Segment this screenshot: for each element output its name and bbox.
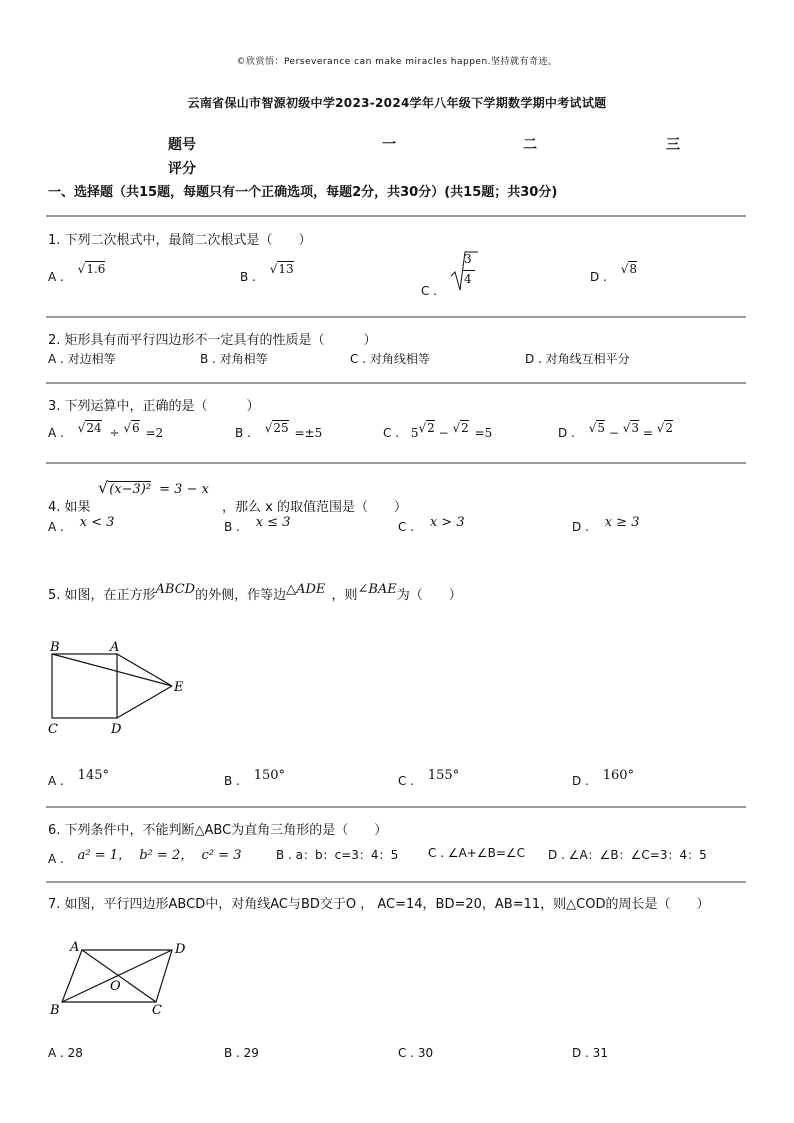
math-angle: ∠BAE: [357, 582, 397, 597]
operator: −: [608, 426, 619, 440]
score-table-header-1: 一: [382, 137, 396, 153]
radicand: 13: [278, 262, 294, 276]
option-label: B .: [224, 774, 240, 788]
numerator: 3: [464, 252, 472, 266]
divider: [46, 806, 746, 808]
option-label: B .: [235, 426, 251, 440]
question-1-stem: 1. 下列二次根式中，最简二次根式是（ ）: [48, 233, 312, 248]
option-label: D .: [558, 426, 575, 440]
label-e: E: [174, 680, 184, 695]
q7-option-b[interactable]: B . 29: [224, 1046, 259, 1060]
diagonal-ac: [82, 950, 156, 1002]
option-value: 150°: [253, 768, 286, 783]
square-triangle-figure: [44, 636, 194, 736]
score-row-label: 评分: [168, 161, 196, 177]
option-label: B .: [240, 270, 256, 284]
q5-option-b[interactable]: [224, 768, 286, 789]
option-label: D .: [590, 270, 607, 284]
q6-option-d[interactable]: D . ∠A：∠B：∠C=3：4：5: [548, 848, 707, 862]
q7-option-d[interactable]: D . 31: [572, 1046, 608, 1060]
stem-text: 5. 如图，在正方形: [48, 588, 156, 603]
q1-option-d[interactable]: D . √8: [590, 262, 637, 284]
option-label: A .: [48, 520, 64, 534]
operator: −: [438, 426, 449, 440]
radicand: (x−3)²: [109, 482, 152, 497]
coefficient: 5: [410, 426, 419, 440]
segment-be: [52, 654, 172, 686]
fraction-bar: [463, 270, 475, 271]
label-b: B: [50, 1003, 60, 1018]
radicand: 1.6: [86, 262, 106, 276]
q2-option-a[interactable]: A . 对边相等: [48, 352, 116, 366]
q6-option-a[interactable]: [48, 848, 241, 867]
stem-text: ，则: [331, 588, 358, 603]
question-3-stem: 3. 下列运算中，正确的是（ ）: [48, 399, 260, 414]
option-value: 145°: [77, 768, 109, 783]
condition-result: = 3 − x: [159, 482, 209, 497]
option-expression: x ≤ 3: [255, 515, 291, 530]
math-triangle: △ADE: [286, 582, 326, 597]
option-label: B .: [224, 520, 240, 534]
square-abcd: [52, 654, 117, 718]
q5-option-d[interactable]: [572, 768, 635, 789]
operator: ÷: [109, 426, 120, 440]
radicand: 5: [597, 421, 605, 435]
q2-option-d[interactable]: D . 对角线互相平分: [525, 352, 630, 366]
divider: [46, 215, 746, 217]
q1-option-c-fraction: [449, 250, 479, 292]
option-expression: x ≥ 3: [604, 515, 640, 530]
q1-option-a[interactable]: A . √1.6: [48, 262, 106, 284]
score-table-header-3: 三: [666, 137, 680, 153]
q2-option-c[interactable]: C . 对角线相等: [350, 352, 430, 366]
q3-option-a[interactable]: A . √24 ÷ √6 =2: [48, 421, 164, 440]
q5-option-c[interactable]: [398, 768, 460, 789]
label-d: D: [111, 722, 122, 736]
q3-option-c[interactable]: C . 5√2 − √2 =5: [383, 421, 493, 440]
divider: [46, 462, 746, 464]
option-value: a² = 1， b² = 2， c² = 3: [77, 848, 242, 863]
motto: ©欣赏悟：Perseverance can make miracles happen.坚持就有奇迹。: [236, 57, 558, 67]
option-label: A .: [48, 270, 64, 284]
segment-ae: [117, 654, 172, 686]
option-label: C .: [383, 426, 400, 440]
result: =2: [145, 426, 164, 440]
radicand: 3: [631, 421, 640, 435]
divider: [46, 316, 746, 318]
question-6-stem: 6. 下列条件中，不能判断△ABC为直角三角形的是（ ）: [48, 823, 388, 838]
option-label: A .: [48, 426, 64, 440]
q4-option-d[interactable]: [572, 515, 640, 535]
q4-option-c[interactable]: [398, 515, 465, 535]
option-label: C .: [421, 284, 438, 298]
radicand: 8: [629, 262, 637, 276]
score-table-header-label: 题号: [168, 137, 196, 153]
q6-option-b[interactable]: B . a：b：c=3：4：5: [276, 848, 399, 862]
section-heading: 一、选择题（共15题，每题只有一个正确选项，每题2分，共30分）(共15题；共30分): [48, 185, 558, 200]
segment-de: [117, 686, 172, 718]
q4-condition: √(x−3)² = 3 − x: [98, 478, 209, 497]
radicand: 2: [427, 421, 435, 435]
divider: [46, 881, 746, 883]
math-abcd: ABCD: [155, 582, 196, 597]
divider: [46, 382, 746, 384]
q4-option-b[interactable]: [224, 515, 291, 535]
q2-option-b[interactable]: B . 对角相等: [200, 352, 268, 366]
option-expression: x < 3: [79, 515, 115, 530]
result: =5: [474, 426, 493, 440]
label-c: C: [48, 722, 58, 736]
result: =±5: [294, 426, 323, 440]
q7-option-c[interactable]: C . 30: [398, 1046, 434, 1060]
option-label: D .: [572, 520, 589, 534]
radicand: 2: [665, 421, 674, 435]
option-expression: x > 3: [429, 515, 465, 530]
stem-text: 的外侧，作等边: [195, 588, 287, 603]
label-o: O: [110, 979, 121, 994]
equals: =: [642, 426, 653, 440]
option-label: C .: [398, 774, 415, 788]
q7-option-a[interactable]: A . 28: [48, 1046, 83, 1060]
q3-option-d[interactable]: D . √5 − √3 = √2: [558, 421, 674, 440]
radicand: 25: [273, 421, 289, 435]
q1-option-c[interactable]: [421, 284, 437, 298]
q4-option-a[interactable]: [48, 515, 115, 535]
question-4-prefix: 4. 如果: [48, 500, 91, 515]
q6-option-c[interactable]: C . ∠A+∠B=∠C: [428, 846, 526, 860]
label-b: B: [50, 640, 60, 655]
option-label: A .: [48, 774, 64, 788]
stem-text: 为（ ）: [396, 588, 462, 603]
question-2-stem: 2. 矩形具有而平行四边形不一定具有的性质是（ ）: [48, 333, 377, 348]
q1-option-b[interactable]: B . √13: [240, 262, 294, 284]
option-label: A .: [48, 852, 64, 866]
radicand: 6: [131, 421, 140, 435]
parallelogram-figure: [44, 936, 204, 1020]
radicand: 2: [461, 421, 469, 435]
option-label: C .: [398, 520, 415, 534]
q3-option-b[interactable]: B . √25 =±5: [235, 421, 323, 440]
label-a: A: [70, 940, 80, 955]
option-label: D .: [572, 774, 589, 788]
denominator: 4: [464, 272, 472, 286]
label-c: C: [152, 1003, 162, 1018]
option-value: 155°: [427, 768, 460, 783]
question-5-stem: [48, 584, 462, 603]
question-7-stem: 7. 如图，平行四边形ABCD中，对角线AC与BD交于O ， AC=14，BD=20，AB=11，则△COD的周长是（ ）: [48, 897, 710, 912]
radicand: 24: [86, 421, 102, 435]
option-value: 160°: [602, 768, 635, 783]
page-title: 云南省保山市智源初级中学2023-2024学年八年级下学期数学期中考试试题: [187, 96, 607, 110]
question-4-stem: ，那么 x 的取值范围是（ ）: [222, 500, 407, 515]
q5-option-a[interactable]: [48, 768, 109, 789]
label-d: D: [175, 942, 186, 957]
score-table-header-2: 二: [523, 137, 537, 153]
label-a: A: [110, 640, 120, 655]
